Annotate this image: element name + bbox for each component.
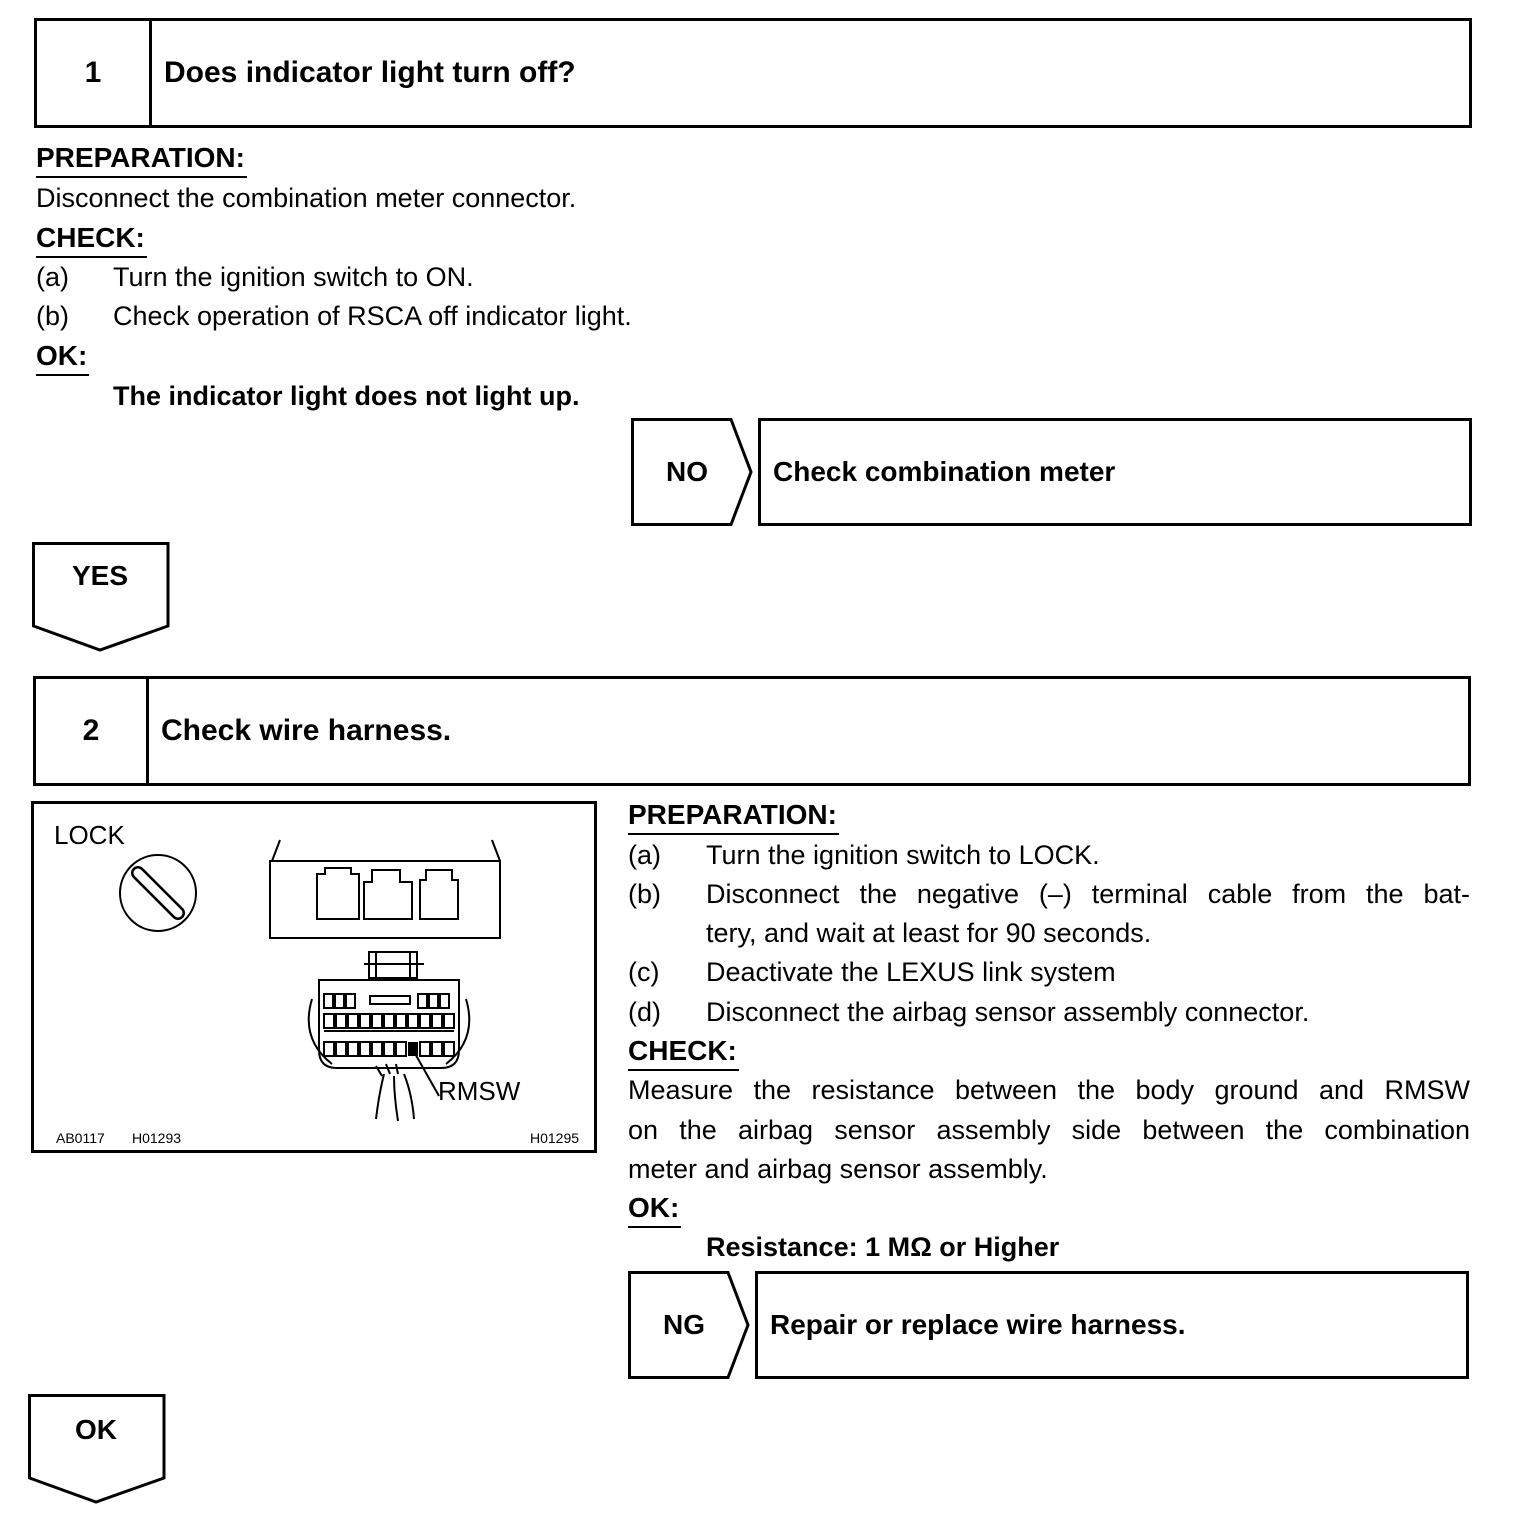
step2-check-line3: meter and airbag sensor assembly.	[628, 1154, 1048, 1184]
step1-check-label-b: (b)	[36, 301, 69, 331]
no-action-box	[758, 418, 1472, 526]
step1-check-text-b: Check operation of RSCA off indicator light.	[113, 301, 632, 331]
step1-title: Does indicator light turn off?	[164, 56, 576, 89]
step2-prep-text-d: Disconnect the airbag sensor assembly connector.	[706, 997, 1310, 1027]
step2-number: 2	[36, 679, 149, 783]
step1-ok-text: The indicator light does not light up.	[113, 381, 580, 411]
step2-check-line2: on the airbag sensor assembly side between the combination	[628, 1115, 1470, 1145]
step2-prep-label-d: (d)	[628, 997, 661, 1027]
ignition-lock-icon	[120, 855, 196, 931]
step2-preparation-heading: PREPARATION:	[628, 797, 839, 835]
ng-action-box	[755, 1271, 1469, 1379]
step2-prep-label-c: (c)	[628, 957, 660, 987]
step2-prep-text-c: Deactivate the LEXUS link system	[706, 957, 1116, 987]
step2-prep-label-b: (b)	[628, 879, 661, 909]
step1-check-label-a: (a)	[36, 262, 69, 292]
step2-header	[33, 676, 1471, 786]
ok-arrow-shape	[28, 1394, 168, 1506]
step1-header	[34, 18, 1472, 128]
tester-lead-icon	[376, 1050, 439, 1121]
step1-check-text-a: Turn the ignition switch to ON.	[113, 262, 474, 292]
step1-number: 1	[37, 21, 152, 125]
ng-label: NG	[663, 1309, 705, 1340]
rmsw-terminal-icon	[408, 1042, 418, 1056]
yes-label: YES	[71, 560, 129, 591]
step2-check-heading: CHECK:	[628, 1033, 739, 1071]
ok-label: OK	[75, 1414, 117, 1445]
step2-prep-label-a: (a)	[628, 840, 661, 870]
lock-label: LOCK	[54, 820, 125, 850]
no-action-text: Check combination meter	[773, 456, 1116, 487]
step1-preparation-heading: PREPARATION:	[36, 140, 247, 178]
step2-prep-text-a: Turn the ignition switch to LOCK.	[706, 840, 1100, 870]
diagram-code-mid: H01293	[132, 1130, 182, 1146]
step2-prep-text-b-line2: tery, and wait at least for 90 seconds.	[706, 918, 1152, 948]
diagram-code-left: AB0117	[56, 1130, 105, 1146]
yes-arrow-shape	[32, 542, 172, 654]
step2-check-line1: Measure the resistance between the body ground and RMSW	[628, 1075, 1470, 1105]
step1-check-heading: CHECK:	[36, 220, 147, 258]
step1-preparation-text: Disconnect the combination meter connector.	[36, 183, 577, 213]
meter-connector-icon	[270, 840, 500, 938]
ng-action-text: Repair or replace wire harness.	[770, 1309, 1186, 1340]
step2-ok-text: Resistance: 1 MΩ or Higher	[706, 1232, 1060, 1262]
step2-prep-text-b-line1: Disconnect the negative (–) terminal cable from the bat-	[706, 879, 1470, 909]
rmsw-label: RMSW	[438, 1076, 521, 1106]
no-label: NO	[666, 456, 708, 487]
diagram-code-right: H01295	[530, 1130, 580, 1146]
step2-title: Check wire harness.	[161, 714, 452, 747]
step2-ok-heading: OK:	[628, 1190, 681, 1228]
step1-ok-heading: OK:	[36, 338, 89, 376]
connector-diagram	[31, 801, 597, 1153]
airbag-connector-icon	[309, 952, 470, 1068]
